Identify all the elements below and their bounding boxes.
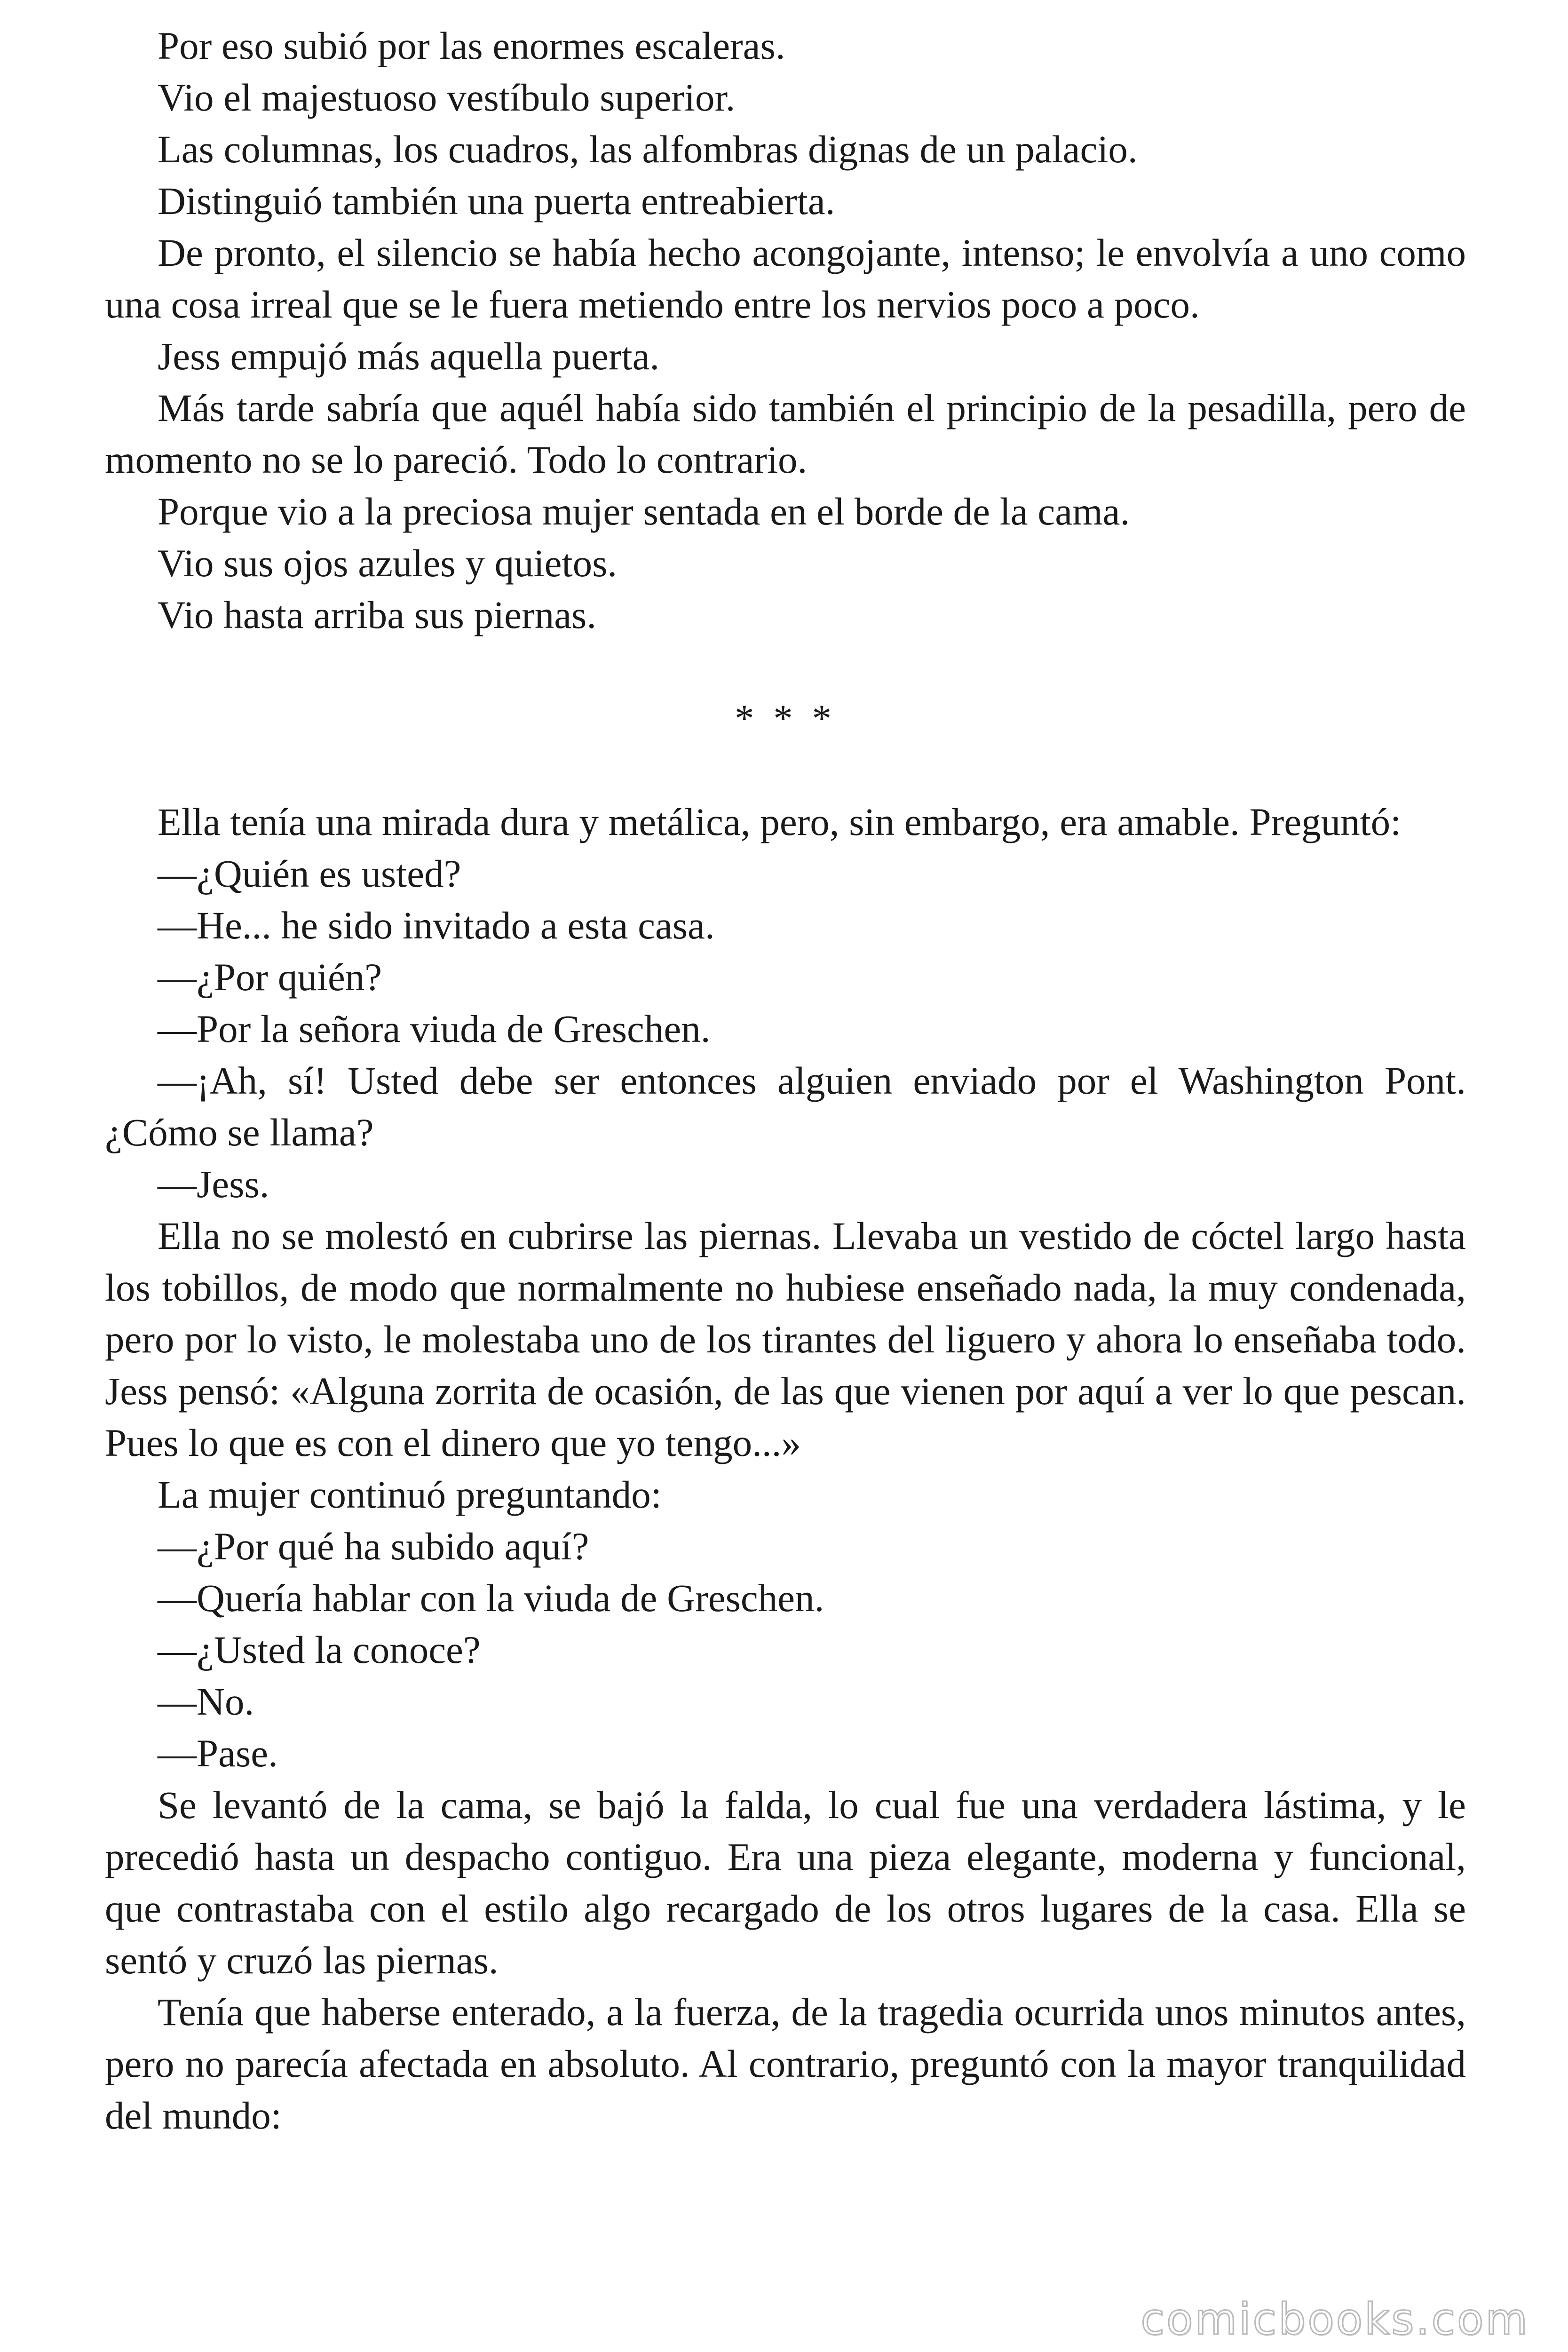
dialogue-line: —¡Ah, sí! Usted debe ser entonces alguien enviado por el Washington Pont. ¿Cómo se llama? <box>105 1059 1466 1154</box>
dialogue-line: —¿Por qué ha subido aquí? <box>158 1525 589 1568</box>
dialogue-line: —He... he sido invitado a esta casa. <box>158 904 715 947</box>
dialogue-line: —¿Quién es usted? <box>158 852 461 895</box>
paragraph: Porque vio a la preciosa mujer sentada en el borde de la cama. <box>158 490 1130 533</box>
paragraph: Ella no se molestó en cubrirse las piernas. Llevaba un vestido de cóctel largo hasta los tobillos, de modo que normalmente no hubiese enseñado nada, la muy condenada, pero por lo visto, le molestaba uno de los tirantes del liguero y ahora lo enseñaba todo. Jess pensó: «Alguna zorrita de ocasión, de las que vienen por aquí a ver lo que pescan. Pues lo que es con el dinero que yo tengo...» <box>105 1214 1466 1464</box>
watermark: comicbooks.com <box>1140 2294 1529 2344</box>
dialogue-line: —Jess. <box>158 1162 269 1206</box>
dialogue-line: —¿Por quién? <box>158 955 382 999</box>
dialogue-line: —Pase. <box>158 1732 278 1775</box>
paragraph: Vio sus ojos azules y quietos. <box>158 541 618 585</box>
dialogue-line: —Quería hablar con la viuda de Greschen. <box>158 1576 824 1620</box>
paragraph: La mujer continuó preguntando: <box>158 1473 662 1516</box>
paragraph: Ella tenía una mirada dura y metálica, pero, sin embargo, era amable. Preguntó: <box>158 800 1402 843</box>
paragraph: Vio hasta arriba sus piernas. <box>158 593 597 636</box>
paragraph: Jess empujó más aquella puerta. <box>158 334 660 378</box>
paragraph: Se levantó de la cama, se bajó la falda, lo cual fue una verdadera lástima, y le precedió hasta un despacho contiguo. Era una pieza elegante, moderna y funcional, que contrastaba con el estilo algo recargado de los otros lugares de la casa. Ella se sentó y cruzó las piernas. <box>105 1783 1466 1982</box>
dialogue-line: —Por la señora viuda de Greschen. <box>158 1007 711 1050</box>
section-separator: * * * <box>735 697 836 740</box>
paragraph: Más tarde sabría que aquél había sido también el principio de la pesadilla, pero de momento no se lo pareció. Todo lo contrario. <box>105 386 1466 481</box>
paragraph: Tenía que haberse enterado, a la fuerza, de la tragedia ocurrida unos minutos antes, pero no parecía afectada en absoluto. Al contrario, preguntó con la mayor tranquilidad del mundo: <box>105 1990 1466 2137</box>
dialogue-line: —No. <box>158 1680 254 1723</box>
paragraph: Las columnas, los cuadros, las alfombras dignas de un palacio. <box>158 127 1138 171</box>
paragraph: Por eso subió por las enormes escaleras. <box>158 24 785 67</box>
paragraph: De pronto, el silencio se había hecho acongojante, intenso; le envolvía a uno como una cosa irreal que se le fuera metiendo entre los nervios poco a poco. <box>105 231 1466 326</box>
paragraph: Vio el majestuoso vestíbulo superior. <box>158 76 736 119</box>
page-body <box>105 20 1466 2141</box>
paragraph: Distinguió también una puerta entreabierta. <box>158 179 835 222</box>
dialogue-line: —¿Usted la conoce? <box>158 1628 481 1671</box>
